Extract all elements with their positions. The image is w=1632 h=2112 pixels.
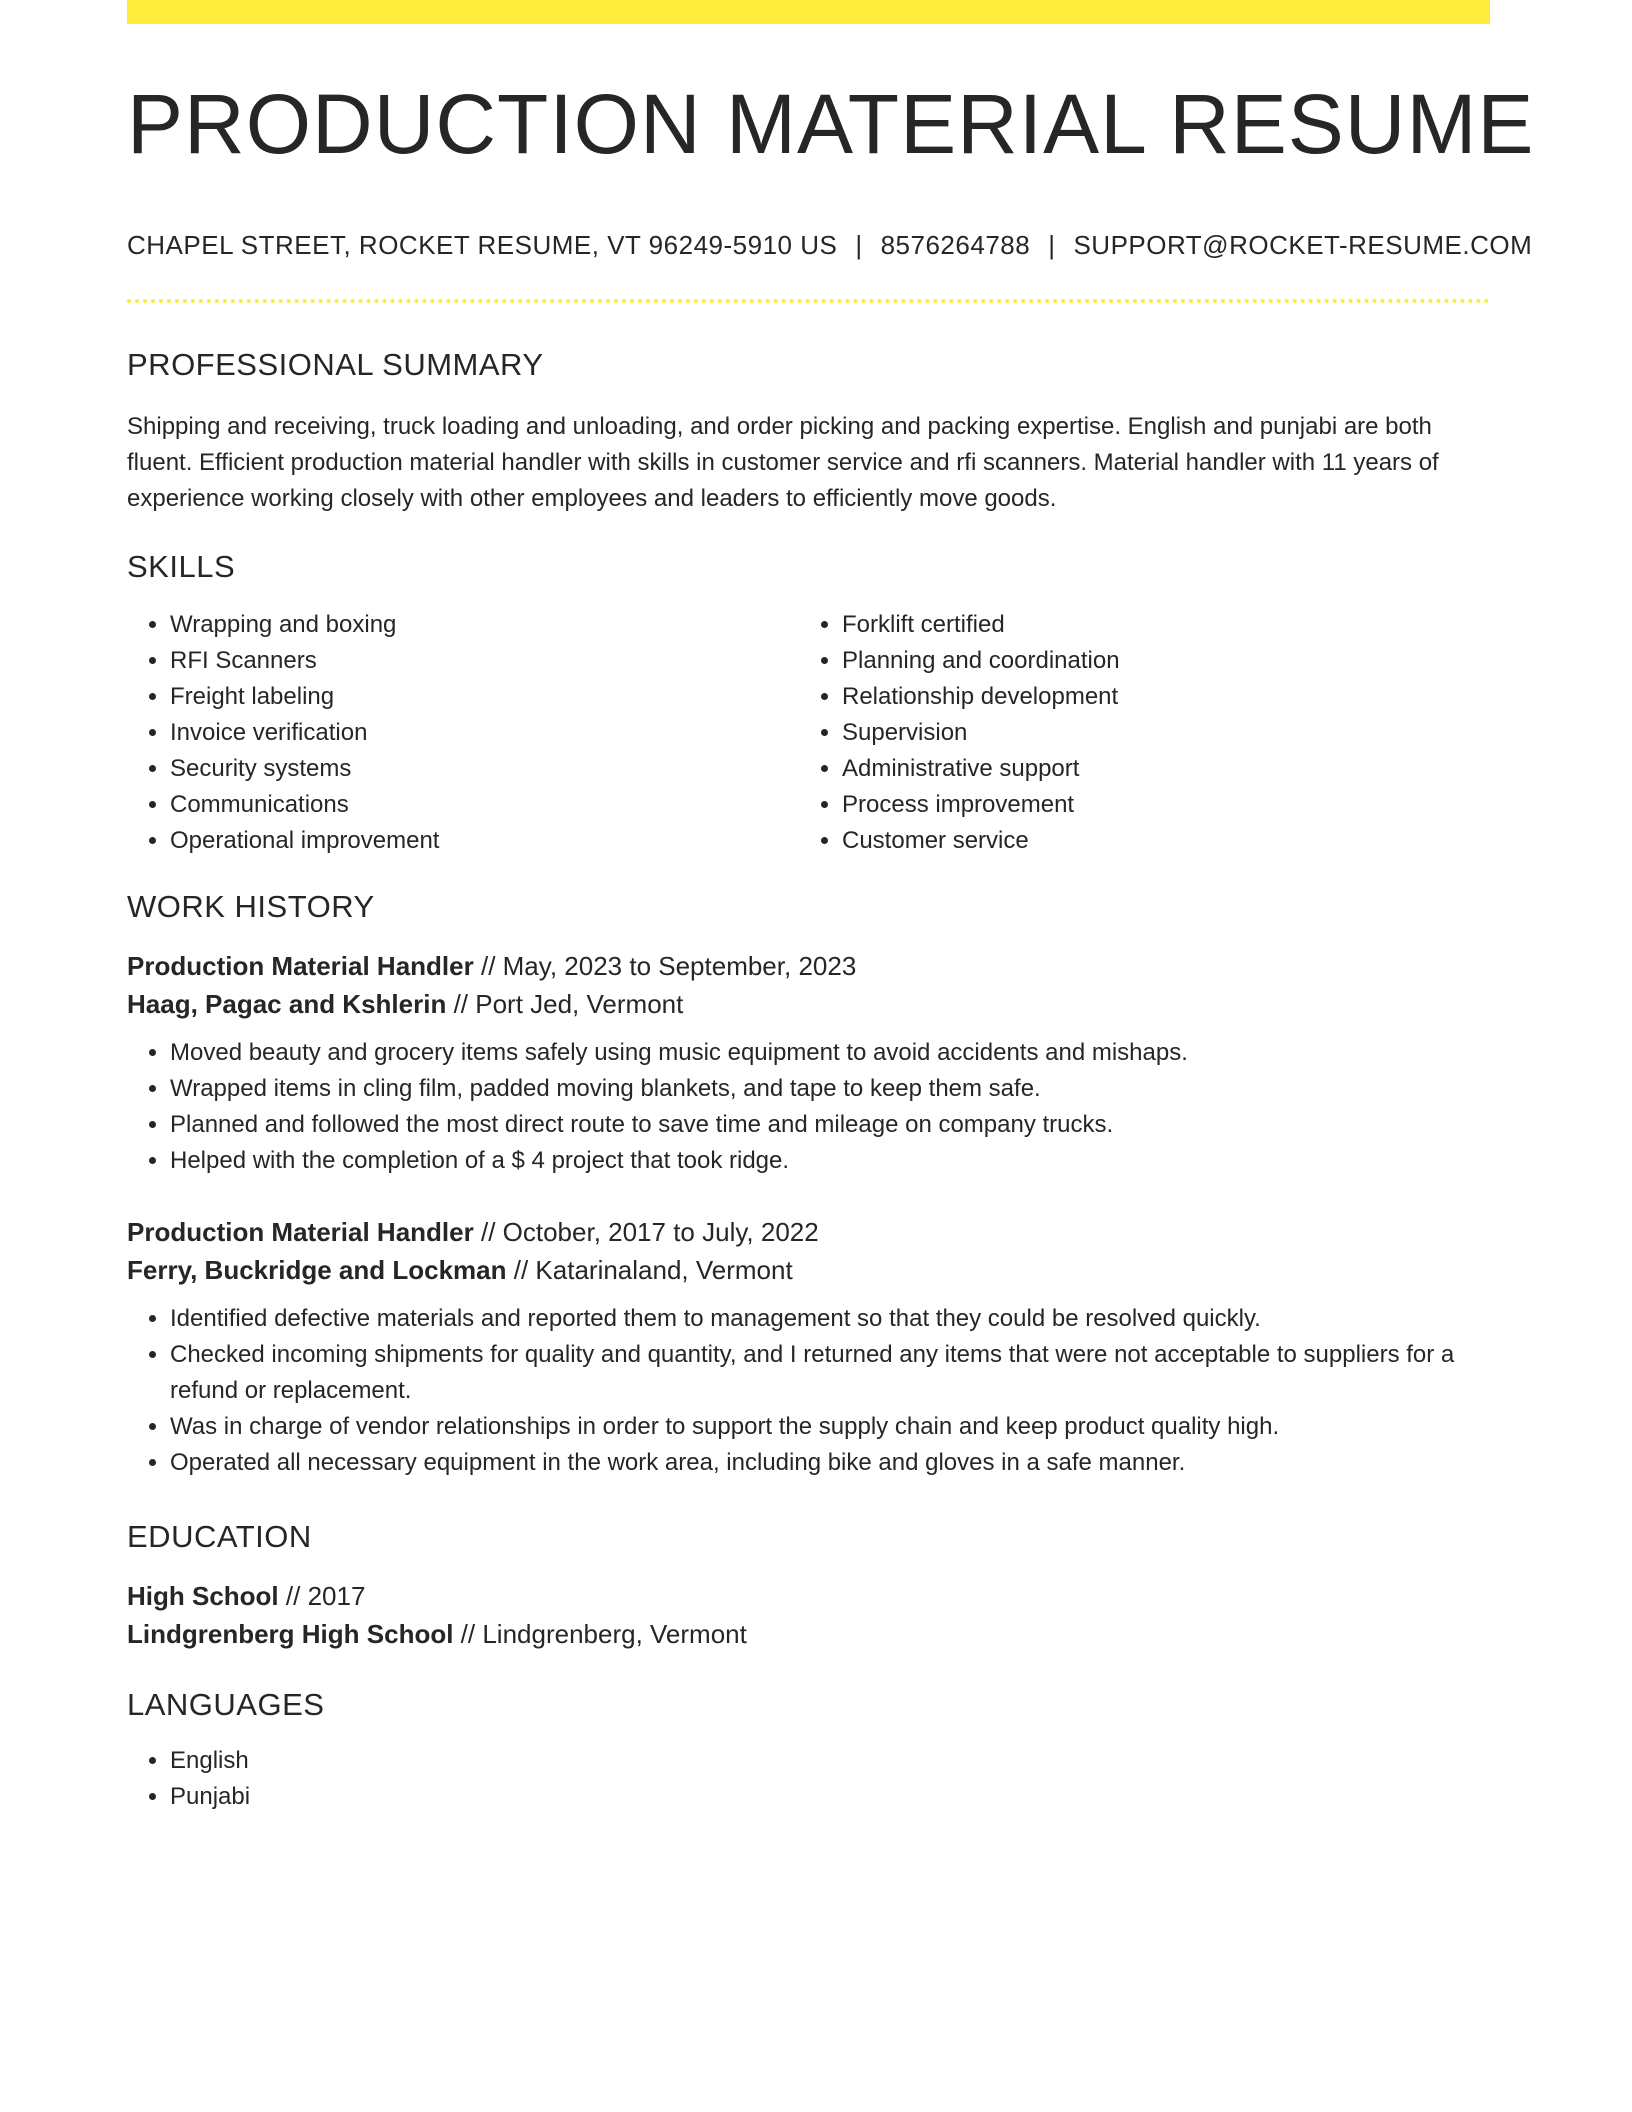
skills-heading: SKILLS [127,549,236,585]
contact-line [127,230,1533,261]
education-heading: EDUCATION [127,1519,312,1555]
contact-separator: | [855,230,863,261]
skill-item: • Communications [170,787,799,823]
job-dates: // October, 2017 to July, 2022 [480,1217,819,1248]
skill-item: • Forklift certified [842,607,1471,643]
job-bullet: • Operated all necessary equipment in the work area, including bike and gloves in a safe manner. [170,1445,1490,1481]
contact-phone: 8576264788 [880,230,1031,261]
education-school-line [127,1615,1490,1653]
job-entry [127,947,1490,1179]
job-bullet: • Moved beauty and grocery items safely using music equipment to avoid accidents and mishaps. [170,1035,1490,1071]
job-title-line [127,947,1490,985]
skill-item: • Supervision [842,715,1471,751]
languages-list [127,1743,1490,1815]
skills-right-column [799,607,1471,859]
summary-section [127,347,1490,517]
job-title-line [127,1213,1490,1251]
skill-item: • Administrative support [842,751,1471,787]
job-company: Ferry, Buckridge and Lockman [127,1255,507,1286]
job-company: Haag, Pagac and Kshlerin [127,989,447,1020]
job-title: Production Material Handler [127,951,474,982]
resume-page [127,0,1535,1815]
skill-item: • Relationship development [842,679,1471,715]
skill-item: • Security systems [170,751,799,787]
job-bullet: • Helped with the completion of a $ 4 project that took ridge. [170,1143,1490,1179]
header-divider [127,299,1490,303]
contact-separator: | [1048,230,1056,261]
education-degree: High School [127,1581,279,1612]
skills-grid [127,607,1490,859]
skill-item: • Process improvement [842,787,1471,823]
job-title: Production Material Handler [127,1217,474,1248]
languages-section [127,1687,1490,1815]
skills-left-column [127,607,799,859]
contact-address: CHAPEL STREET, ROCKET RESUME, VT 96249-5910 US [127,230,838,261]
skill-item: • Customer service [842,823,1471,859]
languages-heading: LANGUAGES [127,1687,325,1723]
language-item: • English [170,1743,1490,1779]
education-section [127,1519,1490,1653]
skill-item: • Wrapping and boxing [170,607,799,643]
resume-title: PRODUCTION MATERIAL RESUME [127,77,1535,171]
summary-text: Shipping and receiving, truck loading and unloading, and order picking and packing expertise. English and punjabi are both fluent. Efficient production material handler with skills in customer service and rfi scanners. Material handler with 11 years of experience working closely with other employees and leaders to efficiently move goods. [127,413,1439,513]
contact-email: SUPPORT@ROCKET-RESUME.COM [1073,230,1533,261]
job-location: // Katarinaland, Vermont [513,1255,793,1286]
work-history-section [127,889,1490,1481]
job-bullet: • Identified defective materials and reported them to management so that they could be resolved quickly. [170,1301,1490,1337]
job-entry [127,1213,1490,1481]
skill-item: • Planning and coordination [842,643,1471,679]
job-bullet: • Was in charge of vendor relationships in order to support the supply chain and keep product quality high. [170,1409,1490,1445]
skill-item: • Freight labeling [170,679,799,715]
education-school: Lindgrenberg High School [127,1619,454,1650]
education-location: // Lindgrenberg, Vermont [460,1619,747,1650]
job-company-line [127,985,1490,1023]
education-entry [127,1577,1490,1653]
language-item: • Punjabi [170,1779,1490,1815]
top-accent-bar [127,0,1490,24]
job-location: // Port Jed, Vermont [453,989,684,1020]
job-bullet: • Wrapped items in cling film, padded moving blankets, and tape to keep them safe. [170,1071,1490,1107]
skill-item: • RFI Scanners [170,643,799,679]
job-bullet: • Checked incoming shipments for quality and quantity, and I returned any items that were not acceptable to suppliers for a refund or replacement. [170,1337,1490,1409]
job-company-line [127,1251,1490,1289]
work-history-heading: WORK HISTORY [127,889,375,925]
job-bullets [127,1301,1490,1481]
education-year: // 2017 [285,1581,366,1612]
skill-item: • Operational improvement [170,823,799,859]
skill-item: • Invoice verification [170,715,799,751]
job-dates: // May, 2023 to September, 2023 [480,951,857,982]
job-bullet: • Planned and followed the most direct route to save time and mileage on company trucks. [170,1107,1490,1143]
summary-heading: PROFESSIONAL SUMMARY [127,347,544,383]
skills-section [127,549,1490,859]
job-bullets [127,1035,1490,1179]
education-degree-line [127,1577,1490,1615]
